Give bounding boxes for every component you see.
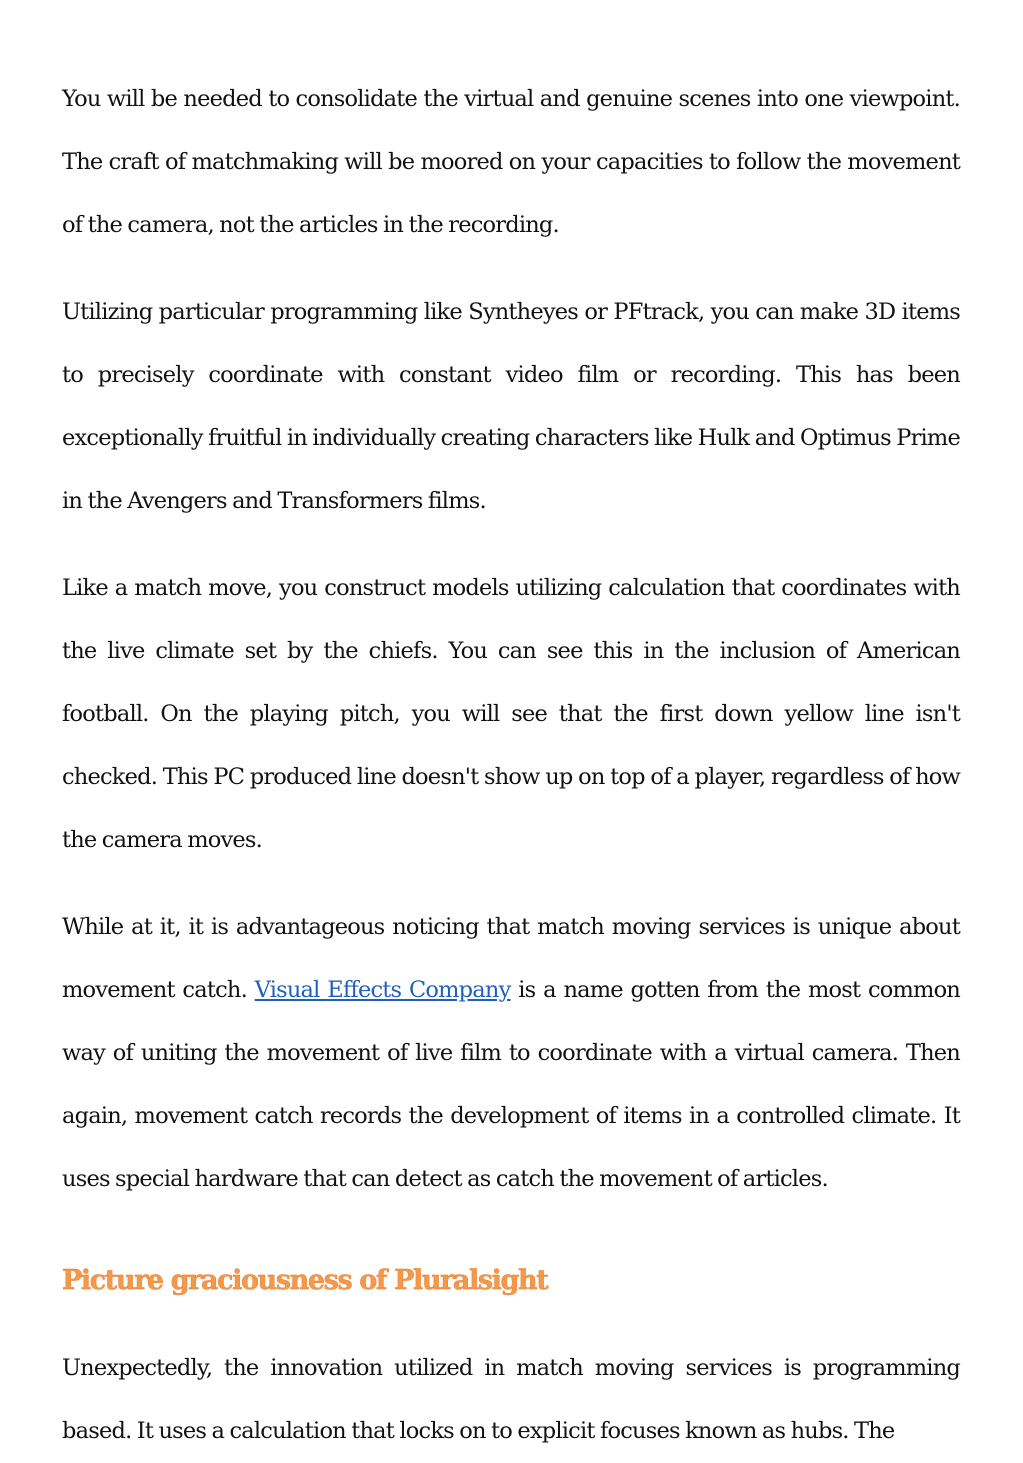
visual-effects-company-link[interactable]: Visual Effects Company xyxy=(254,977,511,1003)
paragraph-1: You will be needed to consolidate the virtual and genuine scenes into one viewpoint. The craft of matchmaking will be moored on your capacities to follow the movement of the camera, not the articles in the recording. xyxy=(62,86,960,238)
paragraph-4 xyxy=(62,896,960,1211)
paragraph-4-text-after-link: is a name gotten from the most common way of uniting the movement of live film to coordinate with a virtual camera. Then again, movement catch records the development of items in a controlled climate. It uses special hardware that can detect as catch the movement of articles. xyxy=(62,977,961,1192)
document-page xyxy=(62,68,960,1463)
paragraph-3: Like a match move, you construct models utilizing calculation that coordinates with the live climate set by the chiefs. You can see this in the inclusion of American football. On the playing pitch, you will see that the first down yellow line isn't checked. This PC produced line doesn't show up on top of a player, regardless of how the camera moves. xyxy=(62,575,960,853)
section-heading: Picture graciousness of Pluralsight xyxy=(62,1265,548,1296)
paragraph-4-text-before-link: While at it, it is advantageous noticing that match moving services is unique about movement catch. xyxy=(62,914,960,1003)
paragraph-2: Utilizing particular programming like Syntheyes or PFtrack, you can make 3D items to precisely coordinate with constant video film or recording. This has been exceptionally fruitful in individually creating characters like Hulk and Optimus Prime in the Avengers and Transformers films. xyxy=(62,299,960,514)
paragraph-5: Unexpectedly, the innovation utilized in match moving services is programming based. It uses a calculation that locks on to explicit focuses known as hubs. The xyxy=(62,1355,960,1444)
